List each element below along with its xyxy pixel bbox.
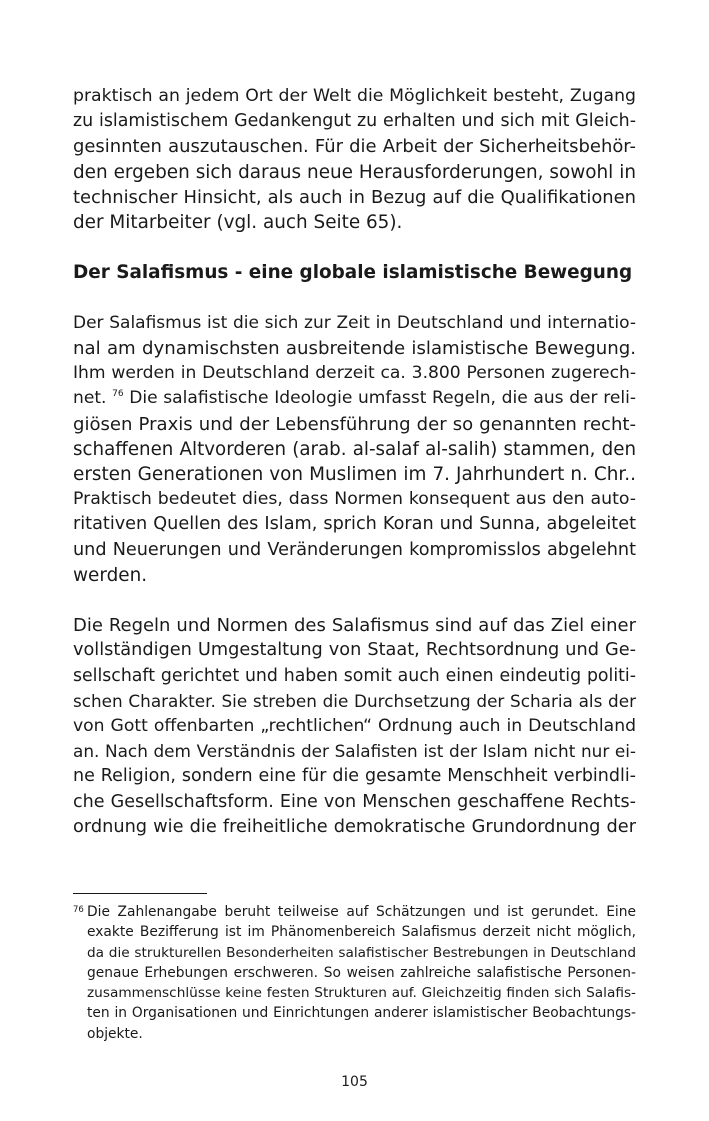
text-line: Die Regeln und Normen des Salafismus sind auf das Ziel einer (73, 615, 636, 637)
text-line-with-footnote (73, 386, 636, 411)
footnote-line: exakte Bezifferung ist im Phänomenbereich Salafismus derzeit nicht möglich, (87, 924, 636, 941)
text-line: ritativen Quellen des Islam, sprich Koran und Sunna, abgeleitet (73, 514, 636, 535)
footnote-line: genaue Erhebungen erschweren. So weisen zahlreiche salafistische Personen- (87, 964, 636, 981)
text-fragment: Die salafistische Ideologie umfasst Regeln, die aus der reli- (129, 388, 637, 409)
footnote-line: da die strukturellen Besonderheiten salafistischer Bestrebungen in Deutschland (87, 944, 636, 961)
text-fragment: net. (73, 388, 107, 409)
text-line: praktisch an jedem Ort der Welt die Möglichkeit besteht, Zugang (73, 86, 636, 106)
paragraph-1 (73, 84, 636, 235)
text-line: zu islamistischem Gedankengut zu erhalten und sich mit Gleich- (73, 111, 636, 132)
text-line: schaffenen Altvorderen (arab. al-salaf al-salih) stammen, den (73, 438, 636, 460)
text-line: den ergeben sich daraus neue Herausforderungen, sowohl in (73, 161, 636, 183)
text-line: gesinnten auszutauschen. Für die Arbeit der Sicherheitsbehör- (73, 136, 636, 158)
footnote (73, 902, 636, 1044)
footnote-line: Die Zahlenangabe beruht teilweise auf Schätzungen und ist gerundet. Eine (87, 904, 636, 920)
footnote-reference[interactable]: 76 (112, 389, 124, 400)
text-line: Praktisch bedeutet dies, dass Normen konsequent aus den auto- (73, 489, 636, 510)
text-line: ne Religion, sondern eine für die gesamte Menschheit verbindli- (73, 766, 636, 787)
text-line: und Neuerungen und Veränderungen kompromisslos abgelehnt (73, 539, 636, 560)
main-text (73, 84, 636, 840)
footnote-line: zusammenschlüsse keine festen Strukturen auf. Gleichzeitig finden sich Salafis- (87, 985, 636, 1002)
text-line: an. Nach dem Verständnis der Salafisten ist der Islam nicht nur ei- (73, 741, 636, 762)
text-line: ersten Generationen von Muslimen im 7. Jahrhundert n. Chr.. (73, 464, 636, 486)
text-line: von Gott offenbarten „rechtlichen“ Ordnung auch in Deutschland (73, 716, 636, 737)
footnote-separator (73, 893, 207, 894)
text-line: ordnung wie die freiheitliche demokratische Grundordnung der (73, 816, 636, 837)
section-heading: Der Salafismus - eine globale islamistische Bewegung (73, 262, 633, 284)
text-line: vollständigen Umgestaltung von Staat, Rechtsordnung und Ge- (73, 640, 636, 661)
text-line: Ihm werden in Deutschland derzeit ca. 3.800 Personen zugerech- (73, 363, 636, 384)
text-line: che Gesellschaftsform. Eine von Menschen geschaffene Rechts- (73, 791, 636, 812)
text-line: sellschaft gerichtet und haben somit auch einen eindeutig politi- (73, 665, 636, 686)
text-line: giösen Praxis und der Lebensführung der so genannten recht- (73, 413, 636, 435)
footnote-number: 76 (73, 905, 84, 915)
page-number: 105 (341, 1074, 368, 1090)
paragraph-3 (73, 613, 636, 840)
text-line: der Mitarbeiter (vgl. auch Seite 65). (73, 212, 403, 234)
footnote-line: ten in Organisationen und Einrichtungen anderer islamistischer Beobachtungs- (87, 1005, 636, 1022)
footnote-body (87, 902, 636, 1044)
text-line: technischer Hinsicht, als auch in Bezug auf die Qualifikationen (73, 186, 636, 208)
footnote-line: objekte. (87, 1025, 143, 1042)
text-line: Der Salafismus ist die sich zur Zeit in Deutschland und internatio- (73, 312, 636, 333)
paragraph-2 (73, 311, 636, 588)
text-line: werden. (73, 564, 148, 586)
text-line: nal am dynamischsten ausbreitende islamistische Bewegung. (73, 338, 636, 359)
text-line: schen Charakter. Sie streben die Durchsetzung der Scharia als der (73, 690, 636, 711)
